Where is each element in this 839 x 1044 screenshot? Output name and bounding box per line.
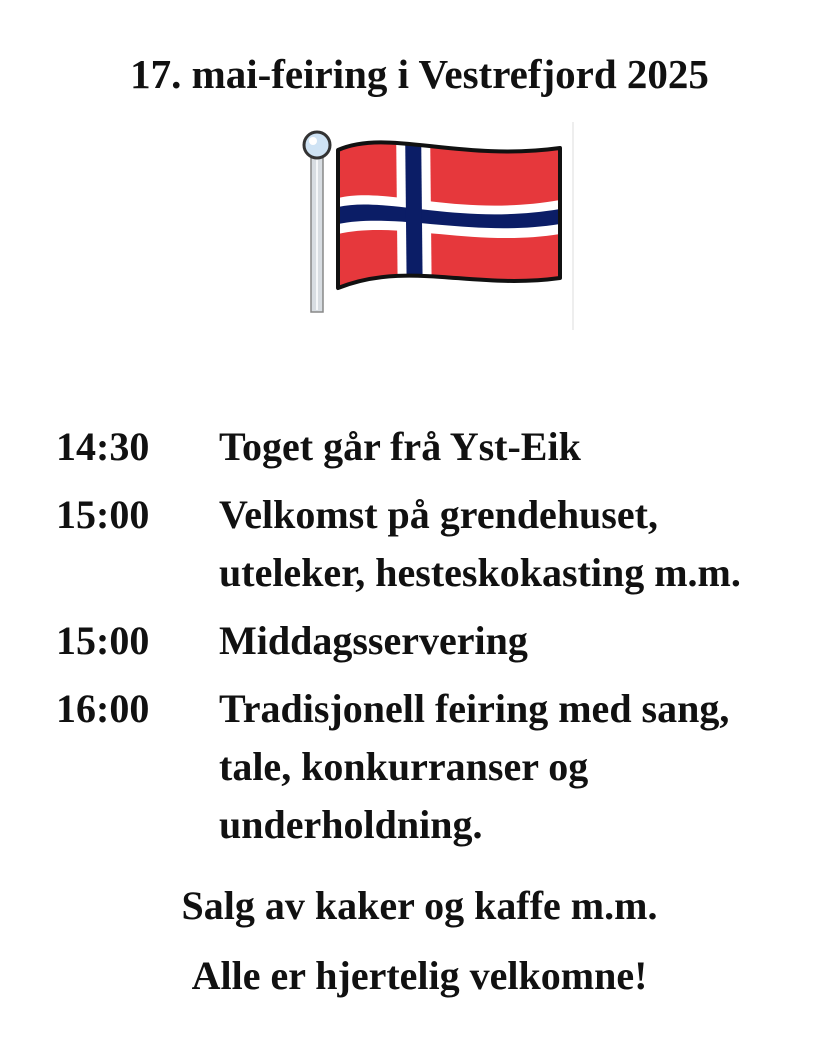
schedule-description bbox=[219, 486, 831, 602]
description-line: Middagsservering bbox=[219, 618, 528, 663]
welcome-message: Alle er hjertelig velkomne! bbox=[191, 953, 648, 998]
sale-notice: Salg av kaker og kaffe m.m. bbox=[181, 883, 658, 928]
norwegian-flag-on-pole-icon bbox=[298, 120, 578, 332]
description-line: uteleker, hesteskokasting m.m. bbox=[219, 550, 741, 595]
schedule-time: 15:00 bbox=[56, 618, 150, 663]
schedule-description bbox=[219, 680, 831, 854]
schedule-item bbox=[56, 680, 831, 854]
schedule-time: 14:30 bbox=[56, 424, 150, 469]
schedule-description bbox=[219, 612, 831, 670]
schedule-item bbox=[56, 612, 831, 670]
schedule-time: 15:00 bbox=[56, 492, 150, 537]
description-line: underholdning. bbox=[219, 802, 483, 847]
page-title: 17. mai-feiring i Vestrefjord 2025 bbox=[130, 51, 709, 97]
description-line: Tradisjonell feiring med sang, bbox=[219, 686, 730, 731]
schedule-description bbox=[219, 418, 831, 476]
description-line: Velkomst på grendehuset, bbox=[219, 492, 658, 537]
description-line: Toget går frå Yst-Eik bbox=[219, 424, 581, 469]
schedule-time: 16:00 bbox=[56, 686, 150, 731]
schedule-item bbox=[56, 418, 831, 476]
description-line: tale, konkurranser og bbox=[219, 744, 589, 789]
schedule-item bbox=[56, 486, 831, 602]
schedule-list bbox=[56, 418, 831, 854]
